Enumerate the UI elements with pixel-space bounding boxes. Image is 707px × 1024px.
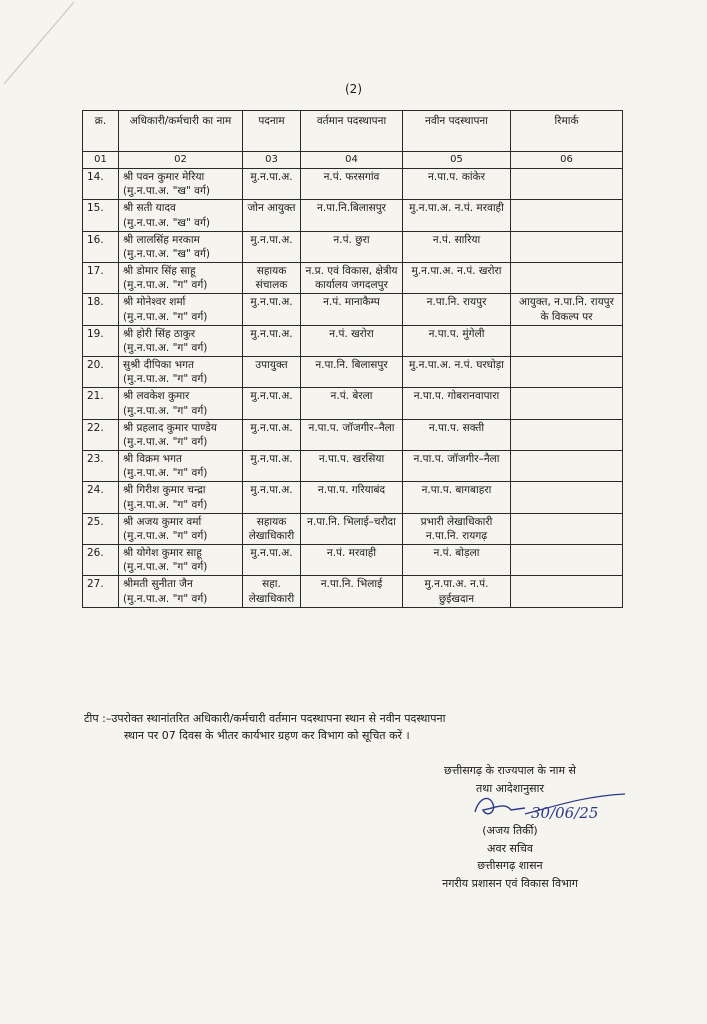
employee-grade: (मु.न.पा.अ. "ग" वर्ग) [123, 310, 208, 323]
remark-cell [511, 419, 623, 450]
name-cell [119, 263, 243, 294]
new-posting: न.पा.प. बागबाहरा [421, 484, 492, 497]
header-name: अधिकारी/कर्मचारी का नाम [119, 111, 243, 152]
header-remark: रिमार्क [511, 111, 623, 152]
designation-cell [243, 388, 301, 419]
table-row [83, 200, 623, 231]
header-serial: क्र. [83, 111, 119, 152]
table-row [83, 325, 623, 356]
header-designation: पदनाम [243, 111, 301, 152]
current-posting: न.पा.प. खरसिया [318, 453, 385, 466]
serial-number: 21. [87, 390, 104, 403]
designation: मु.न.पा.अ. [250, 547, 293, 560]
serial-cell [83, 576, 119, 607]
note-text [84, 710, 624, 744]
signature-date: 30/06/25 [531, 804, 599, 822]
new-posting: न.पा.प. कांकेर [428, 171, 485, 183]
by-order-line: तथा आदेशानुसार [476, 781, 544, 795]
table-row [83, 231, 623, 262]
remark-cell [511, 294, 623, 325]
note-line-1: टीप :–उपरोक्त स्थानांतरित अधिकारी/कर्मचारी वर्तमान पदस्थापना स्थान से नवीन पदस्थापना [84, 712, 446, 725]
remark-cell [511, 513, 623, 544]
serial-cell [83, 263, 119, 294]
name-cell [119, 576, 243, 607]
designation: सहायक लेखाधिकारी [248, 515, 295, 542]
table-row [83, 294, 623, 325]
table-row [83, 482, 623, 513]
designation-cell [243, 419, 301, 450]
current-posting: न.पा.नि. भिलाई–चरौदा [307, 515, 396, 528]
employee-grade: (मु.न.पा.अ. "ख" वर्ग) [123, 247, 211, 260]
employee-grade: (मु.न.पा.अ. "ग" वर्ग) [123, 435, 208, 448]
serial-cell [83, 357, 119, 388]
employee-grade: (मु.न.पा.अ. "ख" वर्ग) [123, 185, 211, 198]
current-posting-cell [301, 388, 403, 419]
column-number: 04 [301, 152, 403, 169]
current-posting: न.पं. छुरा [333, 233, 370, 246]
serial-number: 27. [87, 578, 104, 591]
employee-name: श्री लवकेश कुमार [123, 390, 190, 403]
table-row [83, 263, 623, 294]
name-cell [119, 513, 243, 544]
new-posting-cell [403, 325, 511, 356]
employee-grade: (मु.न.पा.अ. "ग" वर्ग) [123, 279, 208, 292]
note-line-2: स्थान पर 07 दिवस के भीतर कार्यभार ग्रहण कर विभाग को सूचित करें । [124, 729, 410, 743]
header-current-posting: वर्तमान पदस्थापना [301, 111, 403, 152]
header-new-posting: नवीन पदस्थापना [403, 111, 511, 152]
serial-cell [83, 419, 119, 450]
remark-cell [511, 231, 623, 262]
designation-cell [243, 231, 301, 262]
serial-number: 18. [87, 296, 104, 309]
employee-name: श्री सती यादव [123, 202, 176, 215]
new-posting-cell [403, 294, 511, 325]
new-posting: न.पा.प. मुंगेली [428, 327, 485, 340]
new-posting-cell [403, 200, 511, 231]
serial-number: 25. [87, 515, 104, 528]
current-posting-cell [301, 357, 403, 388]
employee-name: श्री प्रहलाद कुमार पाण्डेय [123, 421, 217, 434]
employee-name: सुश्री दीपिका भगत [123, 359, 194, 372]
serial-cell [83, 325, 119, 356]
serial-number: 22. [87, 421, 104, 434]
name-cell [119, 419, 243, 450]
new-posting-cell [403, 357, 511, 388]
current-posting-cell [301, 482, 403, 513]
employee-name: श्री विक्रम भगत [123, 453, 183, 466]
table-row [83, 388, 623, 419]
new-posting: मु.न.पा.अ. न.पं. मरवाही [409, 202, 504, 215]
serial-number: 14. [87, 171, 104, 183]
serial-number: 20. [87, 359, 104, 372]
serial-number: 16. [87, 233, 104, 246]
officer-name: (अजय तिर्की) [482, 824, 538, 837]
remark-cell [511, 576, 623, 607]
serial-number: 15. [87, 202, 104, 215]
employee-name: श्री अजय कुमार वर्मा [123, 515, 202, 528]
employee-name: श्री योगेश कुमार साहू [123, 547, 202, 560]
current-posting-cell [301, 513, 403, 544]
employee-grade: (मु.न.पा.अ. "ख" वर्ग) [123, 216, 211, 229]
employee-grade: (मु.न.पा.अ. "ग" वर्ग) [123, 467, 208, 480]
designation-cell [243, 357, 301, 388]
table-row [83, 513, 623, 544]
designation-cell [243, 263, 301, 294]
column-number: 06 [511, 152, 623, 169]
current-posting-cell [301, 200, 403, 231]
serial-cell [83, 513, 119, 544]
page-number: (2) [345, 82, 362, 96]
employee-name: श्री डोमार सिंह साहू [123, 265, 196, 278]
table-body [83, 169, 623, 608]
employee-name: श्री पवन कुमार मेरिया [123, 171, 205, 183]
government-name: छत्तीसगढ़ शासन [477, 859, 543, 873]
serial-cell [83, 294, 119, 325]
new-posting-cell [403, 169, 511, 200]
name-cell [119, 545, 243, 576]
new-posting-cell [403, 419, 511, 450]
officer-block [400, 822, 620, 892]
designation: मु.न.पा.अ. [250, 421, 293, 434]
new-posting-cell [403, 576, 511, 607]
designation-cell [243, 545, 301, 576]
remark-cell [511, 357, 623, 388]
current-posting: न.पा.नि. भिलाई [320, 578, 383, 591]
current-posting-cell [301, 545, 403, 576]
new-posting-cell [403, 482, 511, 513]
designation: मु.न.पा.अ. [250, 390, 293, 403]
current-posting-cell [301, 263, 403, 294]
new-posting-cell [403, 451, 511, 482]
remark-cell [511, 545, 623, 576]
new-posting-cell [403, 545, 511, 576]
table-row [83, 357, 623, 388]
new-posting: प्रभारी लेखाधिकारी न.पा.नि. रायगढ़ [420, 515, 493, 542]
new-posting: न.पा.नि. रायपुर [426, 296, 487, 309]
designation: सहा. लेखाधिकारी [248, 578, 295, 605]
designation: मु.न.पा.अ. [250, 453, 293, 466]
new-posting: मु.न.पा.अ. न.पं. खरोरा [411, 265, 502, 278]
name-cell [119, 451, 243, 482]
table-row [83, 576, 623, 607]
designation-cell [243, 325, 301, 356]
employee-grade: (मु.न.पा.अ. "ग" वर्ग) [123, 404, 208, 417]
remark-cell [511, 169, 623, 200]
officer-designation: अवर सचिव [487, 841, 533, 855]
current-posting: न.पं. मरवाही [326, 547, 377, 560]
current-posting: न.पं. खरोरा [329, 327, 374, 340]
new-posting: न.पा.प. जॉजगीर–नैला [413, 453, 500, 466]
current-posting: न.पा.नि.बिलासपुर [317, 202, 386, 215]
serial-cell [83, 169, 119, 200]
remark-cell [511, 263, 623, 294]
name-cell [119, 388, 243, 419]
current-posting-cell [301, 325, 403, 356]
designation-cell [243, 482, 301, 513]
serial-cell [83, 200, 119, 231]
page-fold-line [0, 0, 80, 90]
column-number: 02 [119, 152, 243, 169]
new-posting: न.पा.प. गोबरानवापारा [413, 390, 500, 403]
new-posting-cell [403, 231, 511, 262]
new-posting-cell [403, 388, 511, 419]
current-posting-cell [301, 451, 403, 482]
designation: मु.न.पा.अ. [250, 171, 293, 183]
serial-cell [83, 482, 119, 513]
name-cell [119, 200, 243, 231]
name-cell [119, 325, 243, 356]
employee-name: श्री लालसिंह मरकाम [123, 233, 200, 246]
current-posting-cell [301, 294, 403, 325]
designation-cell [243, 294, 301, 325]
designation: मु.न.पा.अ. [250, 327, 293, 340]
new-posting: मु.न.पा.अ. न.पं. छुईखदान [424, 578, 489, 605]
table-row [83, 451, 623, 482]
serial-cell [83, 545, 119, 576]
employee-name: श्री मोनेश्वर शर्मा [123, 296, 186, 309]
designation: मु.न.पा.अ. [250, 296, 293, 309]
serial-number: 26. [87, 547, 104, 560]
employee-name: श्री गिरीश कुमार चन्द्रा [123, 484, 206, 497]
designation: सहायक संचालक [255, 265, 288, 292]
designation: जोन आयुक्त [247, 202, 296, 215]
table-header-row [83, 111, 623, 152]
new-posting: मु.न.पा.अ. न.पं. घरघोड़ा [408, 359, 505, 372]
new-posting: न.पा.प. सक्ती [428, 421, 485, 434]
current-posting: न.पा.प. जॉजगीर–नैला [308, 421, 395, 434]
governor-order-line: छत्तीसगढ़ के राज्यपाल के नाम से [444, 764, 576, 777]
column-number: 01 [83, 152, 119, 169]
serial-cell [83, 231, 119, 262]
current-posting: न.पा.प. गरियाबंद [317, 484, 386, 497]
name-cell [119, 482, 243, 513]
current-posting-cell [301, 419, 403, 450]
remark-cell [511, 482, 623, 513]
department-name: नगरीय प्रशासन एवं विकास विभाग [442, 876, 578, 890]
table-row [83, 419, 623, 450]
employee-name: श्रीमती सुनीता जैन [123, 578, 193, 591]
remark-cell [511, 325, 623, 356]
current-posting: न.पं. फरसगांव [323, 171, 380, 183]
transfer-table [82, 110, 623, 608]
current-posting: न.पा.नि. बिलासपुर [315, 359, 388, 372]
table-row [83, 169, 623, 200]
new-posting: न.पं. सारिया [432, 233, 481, 246]
designation-cell [243, 576, 301, 607]
designation: मु.न.पा.अ. [250, 233, 293, 246]
remark-cell [511, 451, 623, 482]
designation-cell [243, 169, 301, 200]
current-posting: न.पं. बेरला [330, 390, 373, 403]
serial-number: 23. [87, 453, 104, 466]
designation-cell [243, 200, 301, 231]
serial-number: 19. [87, 327, 104, 340]
name-cell [119, 357, 243, 388]
designation-cell [243, 451, 301, 482]
name-cell [119, 294, 243, 325]
serial-number: 24. [87, 484, 104, 497]
designation-cell [243, 513, 301, 544]
new-posting-cell [403, 263, 511, 294]
current-posting-cell [301, 576, 403, 607]
column-number: 03 [243, 152, 301, 169]
remark-cell [511, 200, 623, 231]
designation: मु.न.पा.अ. [250, 484, 293, 497]
designation: उपायुक्त [255, 359, 288, 372]
current-posting-cell [301, 231, 403, 262]
new-posting-cell [403, 513, 511, 544]
current-posting-cell [301, 169, 403, 200]
new-posting: न.पं. बोड़ला [433, 547, 480, 560]
table-row [83, 545, 623, 576]
column-number: 05 [403, 152, 511, 169]
employee-grade: (मु.न.पा.अ. "ग" वर्ग) [123, 341, 208, 354]
employee-grade: (मु.न.पा.अ. "ग" वर्ग) [123, 561, 208, 574]
employee-grade: (मु.न.पा.अ. "ग" वर्ग) [123, 498, 208, 511]
serial-cell [83, 451, 119, 482]
serial-number: 17. [87, 265, 104, 278]
current-posting: न.प्र. एवं विकास, क्षेत्रीय कार्यालय जगदलपुर [305, 265, 398, 292]
employee-grade: (मु.न.पा.अ. "ग" वर्ग) [123, 592, 208, 605]
remark-cell [511, 388, 623, 419]
name-cell [119, 169, 243, 200]
remark: आयुक्त, न.पा.नि. रायपुर के विकल्प पर [519, 296, 614, 323]
column-number-row [83, 152, 623, 169]
employee-grade: (मु.न.पा.अ. "ग" वर्ग) [123, 373, 208, 386]
employee-name: श्री होरी सिंह ठाकुर [123, 327, 196, 340]
employee-grade: (मु.न.पा.अ. "ग" वर्ग) [123, 529, 208, 542]
current-posting: न.पं. मानाकैम्प [323, 296, 380, 309]
name-cell [119, 231, 243, 262]
serial-cell [83, 388, 119, 419]
